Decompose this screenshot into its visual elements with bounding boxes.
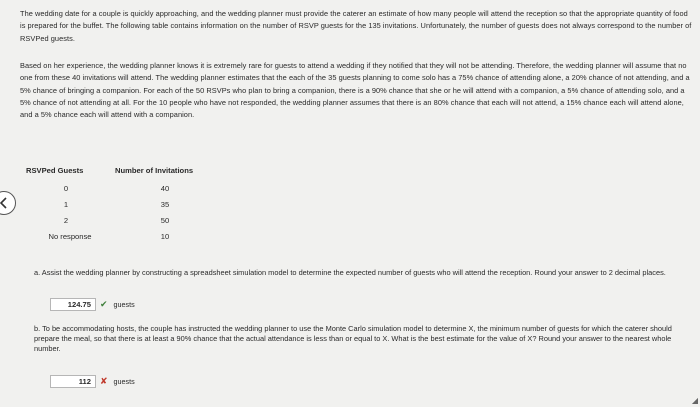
table-cell: 0 [63,184,69,193]
table-cell: 35 [160,200,170,209]
rsvped-guests-header: RSVPed Guests [26,166,84,175]
question-a-answer-row [50,298,135,311]
intro-paragraph: The wedding date for a couple is quickly approaching, and the wedding planner must provide the caterer an estimate of how many people will attend the reception so that the appropriate quantity of food is prepared for the buffet. The following table contains information on the number of RSVP guests for the 135 invitations. Unfortunately, the number of guests does not always correspond to the number of RSVPed guests. [20,9,692,43]
question-a-unit: guests [113,300,135,309]
question-b-answer-input[interactable]: 112 [50,375,96,388]
experience-paragraph: Based on her experience, the wedding planner knows it is extremely rare for guests to attend a wedding if they notified that they will not be attending. Therefore, the wedding planner will assume that no one from these 40 invitations will attend. The wedding planner estimates that the each of the 35 guests planning to come solo has a 75% chance of attending alone, a 20% chance of not attending, and a 5% chance of bringing a companion. For each of the 50 RSVPs who plan to bring a companion, there is a 90% chance that she or he will attend with a companion, a 5% chance of attending solo, and a 5% chance of not attending at all. For the 10 people who have not responded, the wedding planner assumes that there is an 80% chance that each will not attend, a 15% chance each will attend alone, and a 5% chance each will attend with a companion. [20,61,690,120]
question-a-answer-input[interactable]: 124.75 [50,298,96,311]
table-cell: No response [48,232,92,241]
question-a-text: a. Assist the wedding planner by constructing a spreadsheet simulation model to determine the expected number of guests who will attend the reception. Round your answer to 2 decimal places. [34,268,666,277]
question-b-text: b. To be accommodating hosts, the couple has instructed the wedding planner to use the Monte Carlo simulation model to determine X, the minimum number of guests for which the caterer should prepare the meal, so that there is at least a 90% chance that the actual attendance is less than or equal to X. What is the best estimate for the value of X? Round your answer to the nearest whole number. [34,324,672,353]
table-cell: 2 [63,216,69,225]
table-cell: 10 [160,232,170,241]
table-cell: 1 [63,200,69,209]
cross-icon: ✘ [100,376,108,386]
table-cell: 40 [160,184,170,193]
checkmark-icon: ✔ [100,299,108,309]
table-cell: 50 [160,216,170,225]
question-b-unit: guests [113,377,135,386]
number-of-invitations-header: Number of Invitations [115,166,194,175]
chevron-left-icon [0,197,7,209]
question-b-answer-row [50,375,135,388]
previous-page-button[interactable] [0,191,16,215]
resize-corner-icon[interactable]: ◢ [691,396,698,405]
